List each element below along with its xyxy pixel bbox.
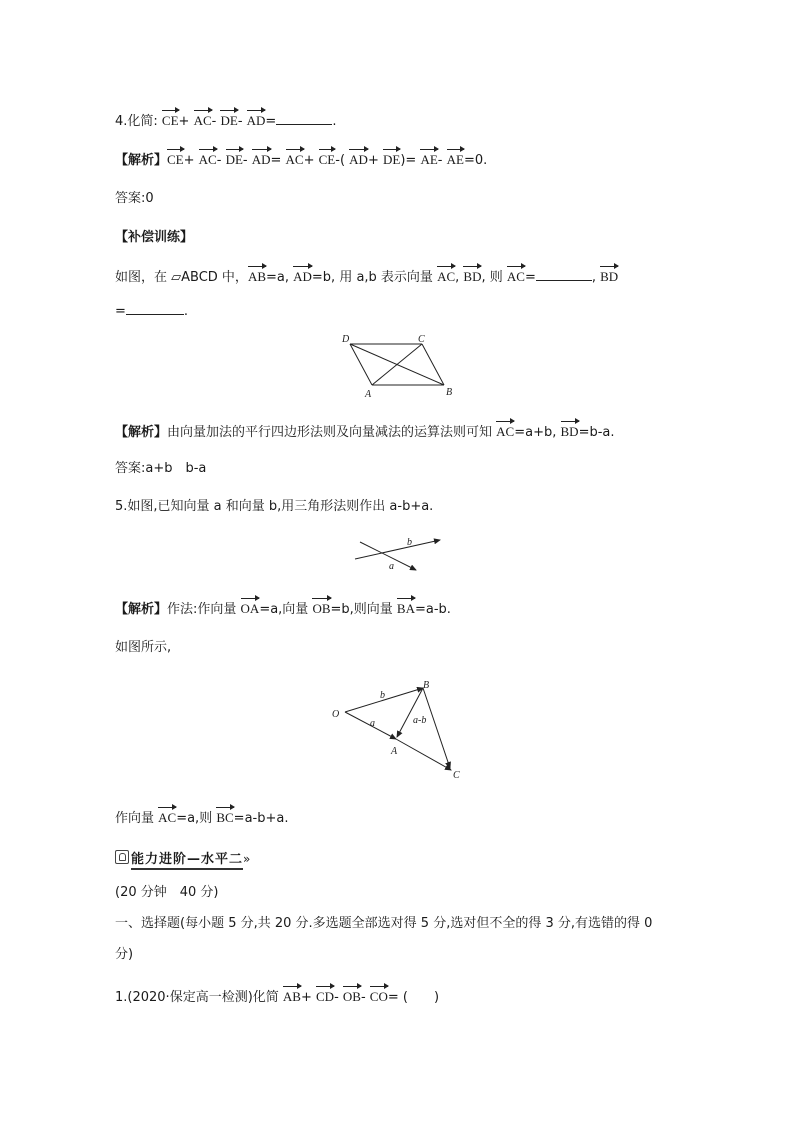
vector: AD	[293, 264, 312, 287]
parallelogram-figure	[335, 330, 465, 402]
vector-ba	[397, 688, 423, 737]
label-b: B	[423, 680, 430, 691]
label-vec-a-minus-b: a-b	[413, 715, 427, 726]
vector: CE	[162, 108, 179, 131]
q4-solution: 【解析】CE+ AC- DE- AD= AC+ CE-( AD+ DE)= AE- AE=0.	[115, 147, 487, 171]
vector: AC	[437, 264, 455, 287]
supplement-answer: 答案:a+b b-a	[115, 461, 207, 476]
vector: AD	[349, 147, 368, 170]
vector: AC	[199, 147, 217, 170]
vector: CE	[167, 147, 184, 170]
vector: CE	[319, 147, 336, 170]
lightbulb-icon	[115, 850, 129, 864]
vector: AD	[247, 108, 266, 131]
label-vec-b: b	[380, 690, 385, 701]
answer-blank	[126, 300, 184, 315]
label-a: A	[365, 389, 372, 400]
question-5: 5.如图,已知向量 a 和向量 b,用三角形法则作出 a-b+a.	[115, 499, 434, 514]
edge-bc	[422, 344, 444, 385]
level-banner	[115, 849, 250, 870]
vector: AB	[248, 264, 266, 287]
answer-blank	[276, 110, 332, 125]
supplement-question: 如图，在 ▱ABCD 中，AB=a, AD=b, 用 a,b 表示向量 AC, BD, 则 AC= , BD	[115, 264, 618, 288]
triangle-construction-figure	[325, 676, 470, 782]
vector: AE	[447, 147, 464, 170]
as-shown-text: 如图所示,	[115, 640, 172, 655]
label-a: a	[389, 561, 394, 572]
question-4: 4.化简: CE+ AC- DE- AD= .	[115, 108, 336, 132]
vector-ac	[396, 739, 451, 770]
label-a: A	[391, 746, 398, 757]
vector: AC	[158, 805, 176, 828]
vector: OA	[241, 596, 260, 619]
label-b: b	[407, 537, 412, 548]
vector: BD	[600, 264, 618, 287]
vector: OB	[312, 596, 330, 619]
label-c: C	[453, 770, 460, 781]
q5-solution: 【解析】作法:作向量 OA=a,向量 OB=b,则向量 BA=a-b.	[115, 596, 451, 620]
vector: CD	[316, 984, 334, 1007]
timing-text: (20 分钟 40 分)	[115, 885, 219, 900]
vector: AC	[286, 147, 304, 170]
vector: BA	[397, 596, 415, 619]
supplement-solution: 【解析】由向量加法的平行四边形法则及向量减法的运算法则可知 AC=a+b, BD=b-a.	[115, 419, 615, 443]
q4-answer: 答案:0	[115, 191, 154, 206]
vector: BC	[216, 805, 233, 828]
edge-da	[350, 344, 372, 385]
vector: AC	[496, 419, 514, 442]
vector: AE	[420, 147, 437, 170]
vector-b	[355, 540, 440, 559]
vector: DE	[226, 147, 243, 170]
answer-blank	[536, 266, 592, 281]
label-c: C	[418, 334, 425, 345]
solution-tag: 【解析】	[115, 425, 168, 440]
label-b: B	[446, 387, 453, 398]
question-1: 1.(2020·保定高一检测)化简 AB+ CD- OB- CO= ( )	[115, 984, 439, 1008]
vector: OB	[343, 984, 361, 1007]
vector: BD	[561, 419, 579, 442]
section-heading: 一、选择题(每小题 5 分,共 20 分.多选题全部选对得 5 分,选对但不全的得 3 分,有选错的得 0	[115, 916, 653, 931]
vector: AD	[252, 147, 271, 170]
section-heading-line2: 分)	[115, 947, 134, 962]
label-o: O	[332, 709, 340, 720]
supplement-tag: 【补偿训练】	[115, 230, 194, 245]
vector: AC	[507, 264, 525, 287]
label-vec-a: a	[370, 718, 375, 729]
solution-tag: 【解析】	[115, 153, 168, 168]
vector: DE	[220, 108, 237, 131]
vector: DE	[383, 147, 400, 170]
vectors-a-b-figure	[350, 532, 450, 576]
vector: AC	[194, 108, 212, 131]
vector: BD	[463, 264, 481, 287]
double-arrow-icon: »	[243, 852, 251, 866]
q5-conclusion: 作向量 AC=a,则 BC=a-b+a.	[115, 805, 288, 829]
banner-title: 能力进阶—水平二	[131, 852, 243, 870]
supplement-question-line2: = .	[115, 300, 188, 322]
vector: CO	[370, 984, 388, 1007]
solution-tag: 【解析】	[115, 602, 168, 617]
vector: AB	[283, 984, 301, 1007]
label-d: D	[342, 334, 350, 345]
diagonal-db	[350, 344, 444, 385]
